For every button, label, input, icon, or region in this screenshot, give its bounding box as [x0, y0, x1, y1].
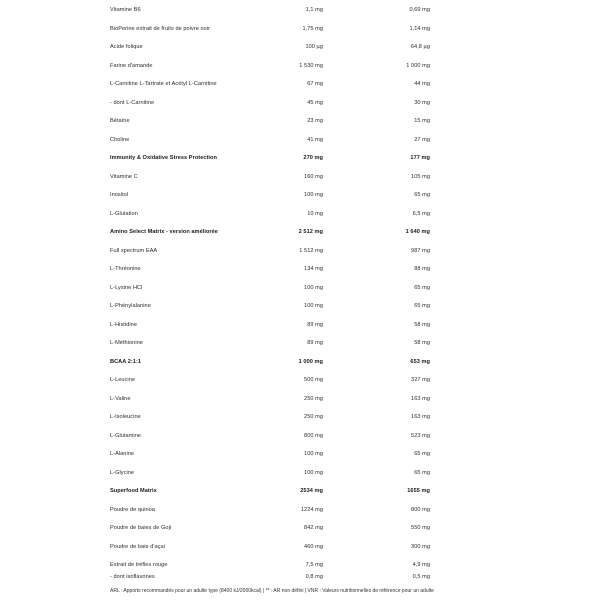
- amount-per-100g: 30 mg: [414, 100, 430, 106]
- nutrient-name: L-Lysine HCl: [110, 285, 143, 291]
- nutrient-name: BCAA 2:1:1: [110, 359, 142, 365]
- amount-per-dose: 89 mg: [307, 340, 323, 346]
- amount-per-100g: 300 mg: [411, 544, 430, 550]
- amount-per-100g: 64,8 µg: [410, 44, 430, 50]
- amount-per-dose: 100 mg: [304, 470, 323, 476]
- table-row: [0, 299, 600, 313]
- nutrient-name: L-Thréonine: [110, 266, 141, 272]
- table-row: [0, 373, 600, 387]
- amount-per-100g: 65 mg: [414, 303, 430, 309]
- nutrient-name: Inositol: [110, 192, 129, 198]
- table-row: [0, 392, 600, 406]
- amount-per-dose: 1,75 mg: [302, 26, 323, 32]
- nutrient-name: - dont isoflavones: [110, 574, 155, 580]
- nutrient-name: Extrait de trèfles rouge: [110, 562, 168, 568]
- nutrient-name: L-Isoleucine: [110, 414, 141, 420]
- table-row: [0, 133, 600, 147]
- amount-per-dose: 23 mg: [307, 118, 323, 124]
- nutrient-name: Poudre de baies de Goji: [110, 525, 172, 531]
- table-row: [0, 503, 600, 517]
- amount-per-100g: 27 mg: [414, 137, 430, 143]
- amount-per-100g: 550 mg: [411, 525, 430, 531]
- nutrient-name: L-Valine: [110, 396, 131, 402]
- amount-per-dose: 160 mg: [304, 174, 323, 180]
- amount-per-100g: 44 mg: [414, 81, 430, 87]
- amount-per-dose: 1,1 mg: [305, 7, 323, 13]
- nutrient-name: Choline: [110, 137, 130, 143]
- table-row: [0, 151, 600, 165]
- amount-per-100g: 65 mg: [414, 451, 430, 457]
- amount-per-dose: 100 mg: [304, 285, 323, 291]
- amount-per-100g: 1,14 mg: [409, 26, 430, 32]
- table-row: [0, 355, 600, 369]
- amount-per-dose: 2534 mg: [300, 488, 323, 494]
- amount-per-dose: 10 mg: [307, 211, 323, 217]
- table-row: [0, 484, 600, 498]
- amount-per-dose: 250 mg: [304, 396, 323, 402]
- amount-per-100g: 327 mg: [411, 377, 430, 383]
- amount-per-dose: 2 512 mg: [298, 229, 323, 235]
- table-row: [0, 521, 600, 535]
- amount-per-dose: 500 mg: [304, 377, 323, 383]
- amount-per-dose: 89 mg: [307, 322, 323, 328]
- nutrient-name: L-Leucine: [110, 377, 136, 383]
- nutrient-name: L-Glutation: [110, 211, 138, 217]
- amount-per-100g: 1 640 mg: [405, 229, 430, 235]
- nutrient-name: Poudre de quinoa: [110, 507, 155, 513]
- table-row: [0, 96, 600, 110]
- amount-per-dose: 1224 mg: [300, 507, 323, 513]
- amount-per-100g: 65 mg: [414, 192, 430, 198]
- nutrient-name: L-Méthionine: [110, 340, 143, 346]
- amount-per-100g: 15 mg: [414, 118, 430, 124]
- table-row: [0, 114, 600, 128]
- amount-per-dose: 0,8 mg: [305, 574, 323, 580]
- table-row: [0, 318, 600, 332]
- table-row: [0, 188, 600, 202]
- amount-per-100g: 800 mg: [411, 507, 430, 513]
- table-row: [0, 281, 600, 295]
- amount-per-100g: 653 mg: [410, 359, 430, 365]
- amount-per-100g: 4,9 mg: [412, 562, 430, 568]
- amount-per-100g: 58 mg: [414, 322, 430, 328]
- amount-per-dose: 100 µg: [305, 44, 323, 50]
- nutrient-name: L-Glutamine: [110, 433, 142, 439]
- amount-per-dose: 250 mg: [304, 414, 323, 420]
- nutrient-name: Bétaïne: [110, 118, 130, 124]
- amount-per-100g: 163 mg: [411, 414, 430, 420]
- nutrient-name: Immunity & Oxidative Stress Protection: [110, 155, 217, 161]
- nutrient-name: L-Carnitine L-Tartrate et Acétyl L-Carnitine: [110, 81, 217, 87]
- amount-per-dose: 67 mg: [307, 81, 323, 87]
- table-row: [0, 170, 600, 184]
- amount-per-dose: 842 mg: [304, 525, 323, 531]
- nutrient-name: Superfood Matrix: [110, 488, 157, 494]
- nutrient-name: L-Glycine: [110, 470, 135, 476]
- amount-per-dose: 270 mg: [303, 155, 323, 161]
- amount-per-100g: 88 mg: [414, 266, 430, 272]
- table-row: [0, 262, 600, 276]
- table-row: [0, 40, 600, 54]
- amount-per-100g: 1 000 mg: [406, 63, 430, 69]
- amount-per-dose: 41 mg: [307, 137, 323, 143]
- amount-per-dose: 1 000 mg: [298, 359, 323, 365]
- amount-per-100g: 163 mg: [411, 396, 430, 402]
- nutrient-name: L-Alanine: [110, 451, 135, 457]
- amount-per-dose: 100 mg: [304, 451, 323, 457]
- table-row: [0, 59, 600, 73]
- table-row: [0, 225, 600, 239]
- amount-per-100g: 987 mg: [411, 248, 430, 254]
- nutrient-name: Poudre de baie d'açai: [110, 544, 165, 550]
- amount-per-100g: 58 mg: [414, 340, 430, 346]
- table-row: [0, 207, 600, 221]
- footnote: ARL : Apports recommandés pour un adulte type (8400 kJ/2000kcal) | ** : AR non défini | VNR : Valeurs nutritionnelles de référence pour un adulte: [110, 588, 434, 594]
- table-row: [0, 3, 600, 17]
- nutrient-name: BioPerine extrait de fruits de poivre noir: [110, 26, 211, 32]
- table-row: [0, 77, 600, 91]
- amount-per-dose: 45 mg: [307, 100, 323, 106]
- table-row: [0, 540, 600, 554]
- nutrient-name: L-Phénylalanine: [110, 303, 151, 309]
- nutrient-name: Vitamine C: [110, 174, 138, 180]
- amount-per-dose: 100 mg: [304, 192, 323, 198]
- amount-per-100g: 105 mg: [411, 174, 430, 180]
- nutrient-name: - dont L-Carnitine: [110, 100, 155, 106]
- table-row: [0, 336, 600, 350]
- nutrient-name: Acide folique: [110, 44, 143, 50]
- amount-per-dose: 100 mg: [304, 303, 323, 309]
- amount-per-dose: 460 mg: [304, 544, 323, 550]
- table-row: [0, 244, 600, 258]
- amount-per-100g: 65 mg: [414, 470, 430, 476]
- nutrient-name: L-Histidine: [110, 322, 137, 328]
- amount-per-100g: 6,5 mg: [412, 211, 430, 217]
- nutrient-name: Farine d'amande: [110, 63, 153, 69]
- table-row: [0, 429, 600, 443]
- amount-per-dose: 1 530 mg: [299, 63, 323, 69]
- amount-per-dose: 7,5 mg: [305, 562, 323, 568]
- amount-per-dose: 800 mg: [304, 433, 323, 439]
- amount-per-dose: 134 mg: [304, 266, 323, 272]
- table-row: [0, 447, 600, 461]
- amount-per-100g: 65 mg: [414, 285, 430, 291]
- table-row: [0, 466, 600, 480]
- amount-per-100g: 0,5 mg: [412, 574, 430, 580]
- nutrient-name: Amino Select Matrix - version améliorée: [110, 229, 218, 235]
- amount-per-100g: 0,69 mg: [409, 7, 430, 13]
- amount-per-dose: 1 512 mg: [299, 248, 323, 254]
- nutrient-name: Full spectrum EAA: [110, 248, 158, 254]
- nutrient-name: Vitamine B6: [110, 7, 141, 13]
- amount-per-100g: 523 mg: [411, 433, 430, 439]
- amount-per-100g: 1655 mg: [407, 488, 430, 494]
- table-row: [0, 22, 600, 36]
- table-row: [0, 570, 600, 584]
- table-row: [0, 410, 600, 424]
- amount-per-100g: 177 mg: [410, 155, 430, 161]
